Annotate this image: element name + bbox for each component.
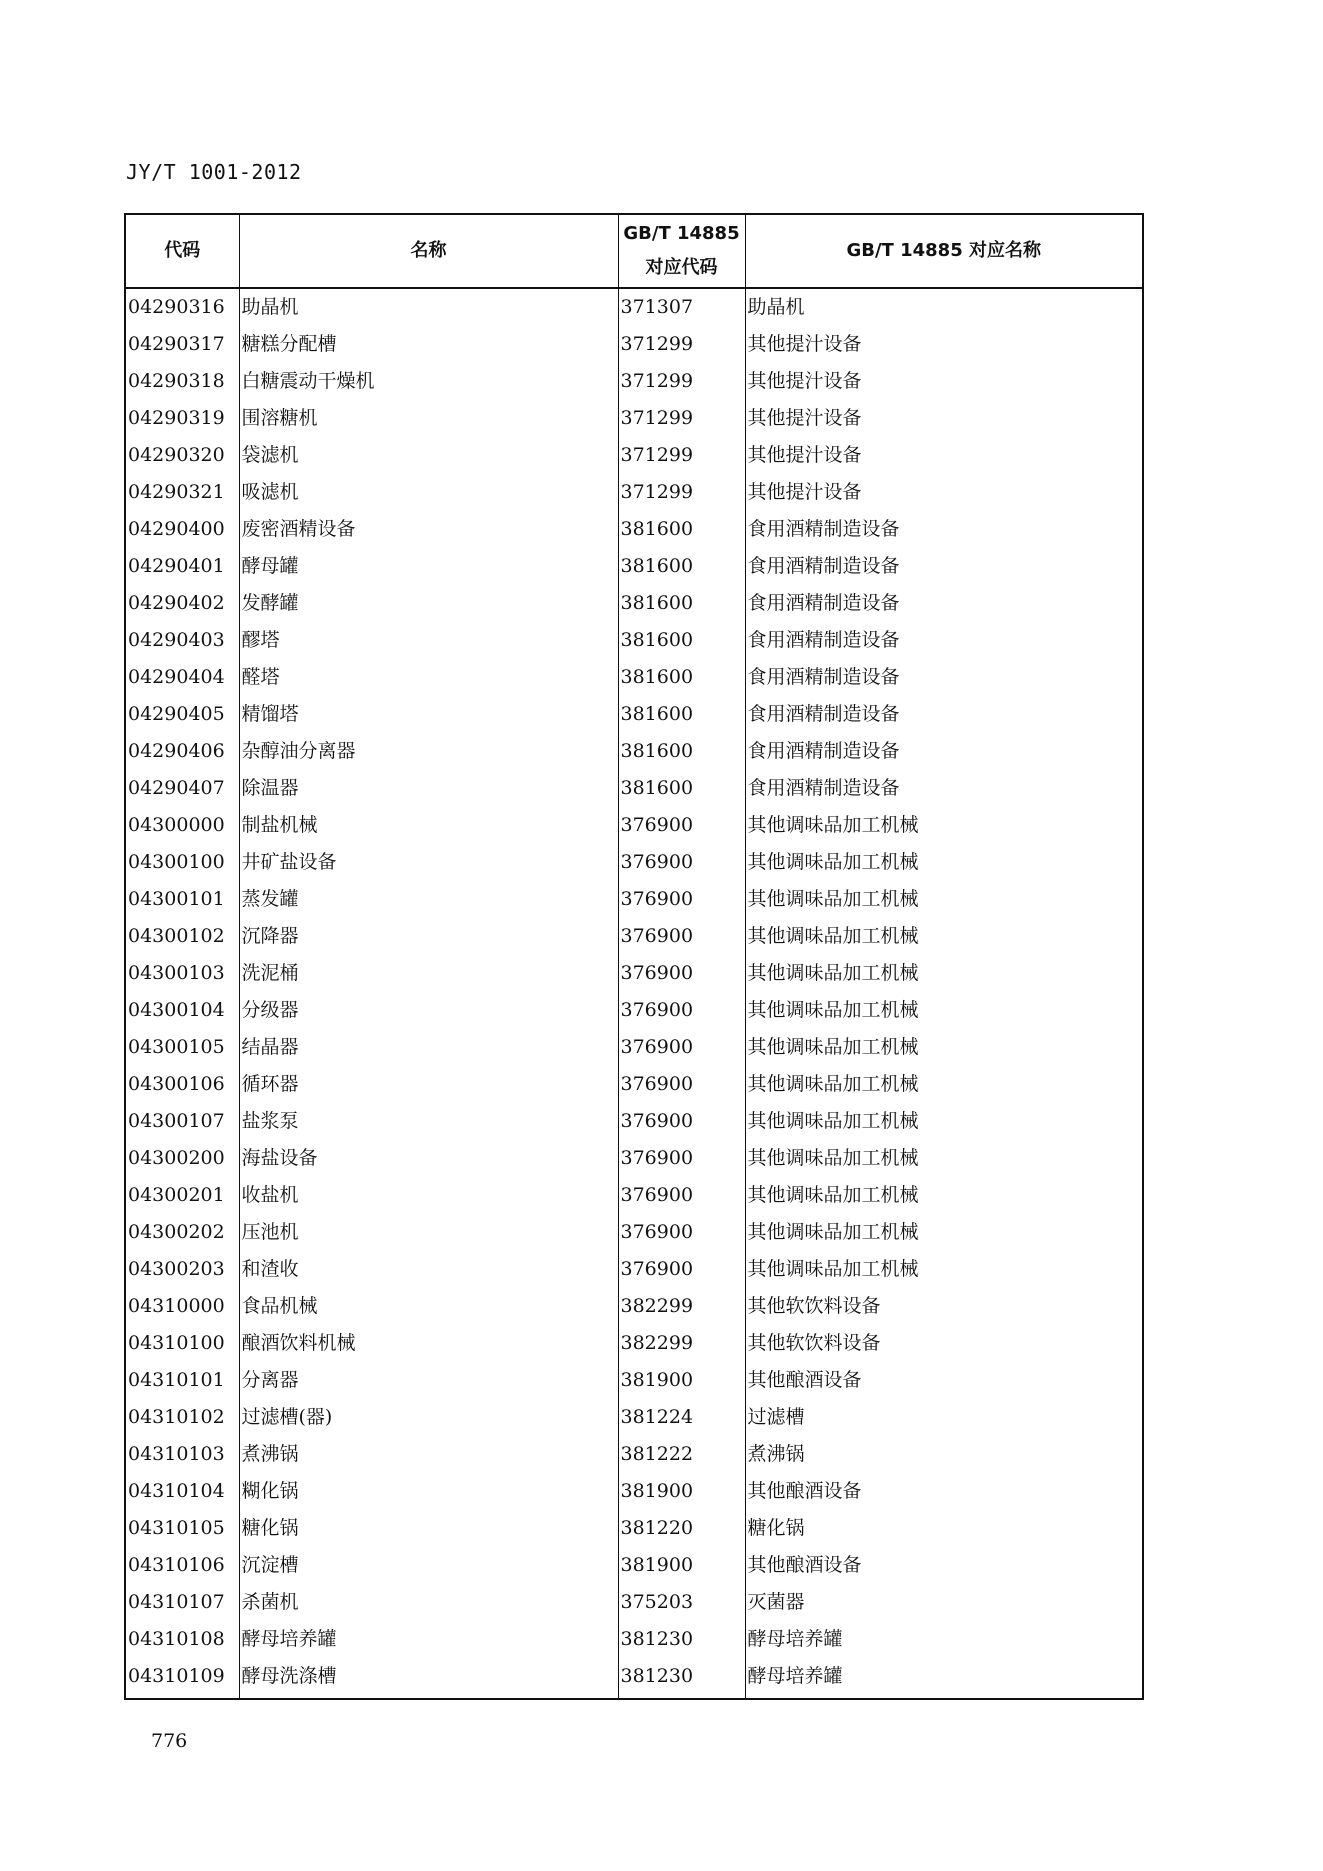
cell-name: 除温器 [239,770,618,807]
cell-code: 04290404 [125,659,239,696]
cell-code: 04290316 [125,288,239,326]
cell-gb-code: 381600 [618,659,745,696]
cell-gb-name: 其他提汁设备 [745,363,1143,400]
cell-code: 04310107 [125,1584,239,1621]
table-row [125,770,1143,807]
cell-gb-code: 376900 [618,1140,745,1177]
cell-gb-code: 382299 [618,1325,745,1362]
cell-gb-name: 其他调味品加工机械 [745,1103,1143,1140]
cell-gb-code: 376900 [618,918,745,955]
cell-gb-code: 381900 [618,1362,745,1399]
cell-code: 04290400 [125,511,239,548]
cell-name: 分级器 [239,992,618,1029]
cell-code: 04300201 [125,1177,239,1214]
cell-name: 酵母罐 [239,548,618,585]
cell-name: 糖糕分配槽 [239,326,618,363]
cell-code: 04290403 [125,622,239,659]
cell-gb-name: 其他调味品加工机械 [745,807,1143,844]
cell-code: 04290319 [125,400,239,437]
cell-gb-name: 其他酿酒设备 [745,1473,1143,1510]
table-row [125,511,1143,548]
cell-name: 废密酒精设备 [239,511,618,548]
table-row [125,1325,1143,1362]
cell-name: 围溶糖机 [239,400,618,437]
table-row [125,1436,1143,1473]
cell-gb-name: 灭菌器 [745,1584,1143,1621]
table-row [125,1288,1143,1325]
cell-gb-name: 食用酒精制造设备 [745,585,1143,622]
column-header-name: 名称 [239,214,618,288]
cell-gb-name: 酵母培养罐 [745,1621,1143,1658]
table-row [125,288,1143,326]
cell-gb-name: 过滤槽 [745,1399,1143,1436]
cell-gb-code: 376900 [618,1177,745,1214]
cell-gb-code: 381600 [618,585,745,622]
table-row [125,585,1143,622]
cell-name: 杀菌机 [239,1584,618,1621]
cell-code: 04310104 [125,1473,239,1510]
column-header-code: 代码 [125,214,239,288]
cell-code: 04310108 [125,1621,239,1658]
table-row [125,326,1143,363]
cell-gb-code: 382299 [618,1288,745,1325]
cell-name: 井矿盐设备 [239,844,618,881]
cell-gb-code: 376900 [618,844,745,881]
table-row [125,992,1143,1029]
cell-gb-code: 371299 [618,474,745,511]
cell-gb-name: 其他提汁设备 [745,400,1143,437]
table-row [125,1029,1143,1066]
cell-gb-name: 糖化锅 [745,1510,1143,1547]
cell-code: 04290407 [125,770,239,807]
cell-code: 04300203 [125,1251,239,1288]
table-row [125,1177,1143,1214]
table-row [125,733,1143,770]
cell-gb-code: 381900 [618,1547,745,1584]
cell-gb-code: 376900 [618,881,745,918]
cell-code: 04310101 [125,1362,239,1399]
cell-name: 吸滤机 [239,474,618,511]
cell-gb-code: 376900 [618,955,745,992]
cell-gb-name: 其他调味品加工机械 [745,1177,1143,1214]
cell-gb-code: 381224 [618,1399,745,1436]
cell-code: 04300104 [125,992,239,1029]
cell-gb-code: 371299 [618,400,745,437]
cell-gb-name: 食用酒精制造设备 [745,511,1143,548]
cell-gb-code: 371299 [618,326,745,363]
cell-gb-name: 其他提汁设备 [745,326,1143,363]
cell-code: 04290402 [125,585,239,622]
cell-code: 04310102 [125,1399,239,1436]
table-row [125,696,1143,733]
cell-gb-name: 其他调味品加工机械 [745,1066,1143,1103]
cell-code: 04290318 [125,363,239,400]
code-table [124,213,1144,1700]
cell-gb-name: 食用酒精制造设备 [745,548,1143,585]
cell-gb-name: 助晶机 [745,288,1143,326]
cell-name: 糖化锅 [239,1510,618,1547]
table-row [125,474,1143,511]
cell-code: 04310106 [125,1547,239,1584]
cell-gb-code: 375203 [618,1584,745,1621]
table-row [125,437,1143,474]
cell-gb-code: 376900 [618,807,745,844]
table-row [125,363,1143,400]
cell-gb-code: 381220 [618,1510,745,1547]
cell-gb-code: 376900 [618,1214,745,1251]
table-row [125,1362,1143,1399]
table-row [125,1214,1143,1251]
cell-gb-name: 其他调味品加工机械 [745,918,1143,955]
cell-gb-name: 食用酒精制造设备 [745,733,1143,770]
cell-gb-name: 煮沸锅 [745,1436,1143,1473]
table-header-row [125,214,1143,288]
cell-name: 助晶机 [239,288,618,326]
cell-name: 循环器 [239,1066,618,1103]
table-row [125,1066,1143,1103]
cell-gb-name: 食用酒精制造设备 [745,659,1143,696]
cell-gb-name: 其他调味品加工机械 [745,844,1143,881]
cell-code: 04300103 [125,955,239,992]
cell-gb-name: 食用酒精制造设备 [745,622,1143,659]
cell-code: 04300202 [125,1214,239,1251]
cell-name: 酿酒饮料机械 [239,1325,618,1362]
cell-code: 04310000 [125,1288,239,1325]
cell-gb-name: 其他提汁设备 [745,437,1143,474]
cell-gb-code: 381600 [618,548,745,585]
cell-gb-name: 其他调味品加工机械 [745,1214,1143,1251]
table-row [125,1473,1143,1510]
column-header-gb-code-line1: GB/T 14885 [623,223,740,244]
table-body [125,288,1143,1699]
cell-name: 蒸发罐 [239,881,618,918]
cell-code: 04290317 [125,326,239,363]
cell-gb-code: 381230 [618,1621,745,1658]
cell-name: 煮沸锅 [239,1436,618,1473]
document-code: JY/T 1001-2012 [126,160,302,184]
cell-name: 食品机械 [239,1288,618,1325]
cell-name: 过滤槽(器) [239,1399,618,1436]
table-row [125,1621,1143,1658]
cell-gb-code: 381600 [618,511,745,548]
cell-gb-code: 376900 [618,992,745,1029]
cell-code: 04300100 [125,844,239,881]
cell-name: 制盐机械 [239,807,618,844]
cell-gb-name: 其他提汁设备 [745,474,1143,511]
cell-gb-name: 食用酒精制造设备 [745,696,1143,733]
cell-name: 和渣收 [239,1251,618,1288]
cell-gb-code: 371299 [618,363,745,400]
cell-gb-name: 其他调味品加工机械 [745,1029,1143,1066]
table-row [125,1251,1143,1288]
cell-gb-code: 376900 [618,1029,745,1066]
cell-name: 沉淀槽 [239,1547,618,1584]
cell-name: 沉降器 [239,918,618,955]
cell-code: 04300105 [125,1029,239,1066]
cell-gb-name: 其他调味品加工机械 [745,1140,1143,1177]
cell-gb-code: 381900 [618,1473,745,1510]
cell-gb-code: 381600 [618,733,745,770]
cell-code: 04290406 [125,733,239,770]
cell-name: 白糖震动干燥机 [239,363,618,400]
table-row [125,918,1143,955]
cell-gb-name: 其他酿酒设备 [745,1547,1143,1584]
cell-gb-code: 381222 [618,1436,745,1473]
cell-gb-code: 376900 [618,1251,745,1288]
cell-name: 袋滤机 [239,437,618,474]
column-header-gb-name: GB/T 14885 对应名称 [745,214,1143,288]
table-row [125,1547,1143,1584]
cell-gb-name: 其他软饮料设备 [745,1288,1143,1325]
cell-name: 压池机 [239,1214,618,1251]
cell-code: 04300200 [125,1140,239,1177]
cell-name: 洗泥桶 [239,955,618,992]
page-number: 776 [151,1730,188,1752]
table-row [125,1140,1143,1177]
cell-name: 盐浆泵 [239,1103,618,1140]
cell-code: 04300106 [125,1066,239,1103]
cell-code: 04310103 [125,1436,239,1473]
table-row [125,1658,1143,1699]
table-row [125,659,1143,696]
cell-name: 糊化锅 [239,1473,618,1510]
cell-name: 发酵罐 [239,585,618,622]
cell-gb-name: 酵母培养罐 [745,1658,1143,1699]
cell-gb-name: 其他调味品加工机械 [745,955,1143,992]
cell-gb-code: 381600 [618,770,745,807]
cell-code: 04300101 [125,881,239,918]
cell-code: 04290321 [125,474,239,511]
cell-name: 分离器 [239,1362,618,1399]
table-row [125,1399,1143,1436]
cell-name: 醛塔 [239,659,618,696]
cell-name: 收盐机 [239,1177,618,1214]
table-row [125,1510,1143,1547]
cell-gb-name: 其他调味品加工机械 [745,992,1143,1029]
cell-gb-code: 381600 [618,696,745,733]
table-row [125,400,1143,437]
cell-gb-name: 其他调味品加工机械 [745,881,1143,918]
cell-code: 04300102 [125,918,239,955]
cell-gb-code: 376900 [618,1066,745,1103]
cell-name: 杂醇油分离器 [239,733,618,770]
table-row [125,1584,1143,1621]
cell-name: 醪塔 [239,622,618,659]
column-header-gb-code-line2: 对应代码 [645,257,718,278]
cell-name: 精馏塔 [239,696,618,733]
cell-code: 04310100 [125,1325,239,1362]
cell-code: 04310105 [125,1510,239,1547]
table-row [125,807,1143,844]
cell-gb-code: 371307 [618,288,745,326]
cell-code: 04290405 [125,696,239,733]
cell-gb-code: 381600 [618,622,745,659]
cell-name: 结晶器 [239,1029,618,1066]
table-row [125,548,1143,585]
cell-name: 海盐设备 [239,1140,618,1177]
cell-name: 酵母培养罐 [239,1621,618,1658]
cell-code: 04300107 [125,1103,239,1140]
cell-code: 04300000 [125,807,239,844]
cell-gb-code: 376900 [618,1103,745,1140]
table-row [125,1103,1143,1140]
table-row [125,881,1143,918]
cell-gb-name: 其他调味品加工机械 [745,1251,1143,1288]
table-row [125,955,1143,992]
table-row [125,622,1143,659]
cell-code: 04290401 [125,548,239,585]
cell-gb-code: 371299 [618,437,745,474]
cell-code: 04310109 [125,1658,239,1699]
code-table-container [124,213,1142,1700]
cell-gb-code: 381230 [618,1658,745,1699]
cell-gb-name: 食用酒精制造设备 [745,770,1143,807]
cell-name: 酵母洗涤槽 [239,1658,618,1699]
column-header-gb-code [618,214,745,288]
cell-code: 04290320 [125,437,239,474]
table-row [125,844,1143,881]
cell-gb-name: 其他酿酒设备 [745,1362,1143,1399]
cell-gb-name: 其他软饮料设备 [745,1325,1143,1362]
